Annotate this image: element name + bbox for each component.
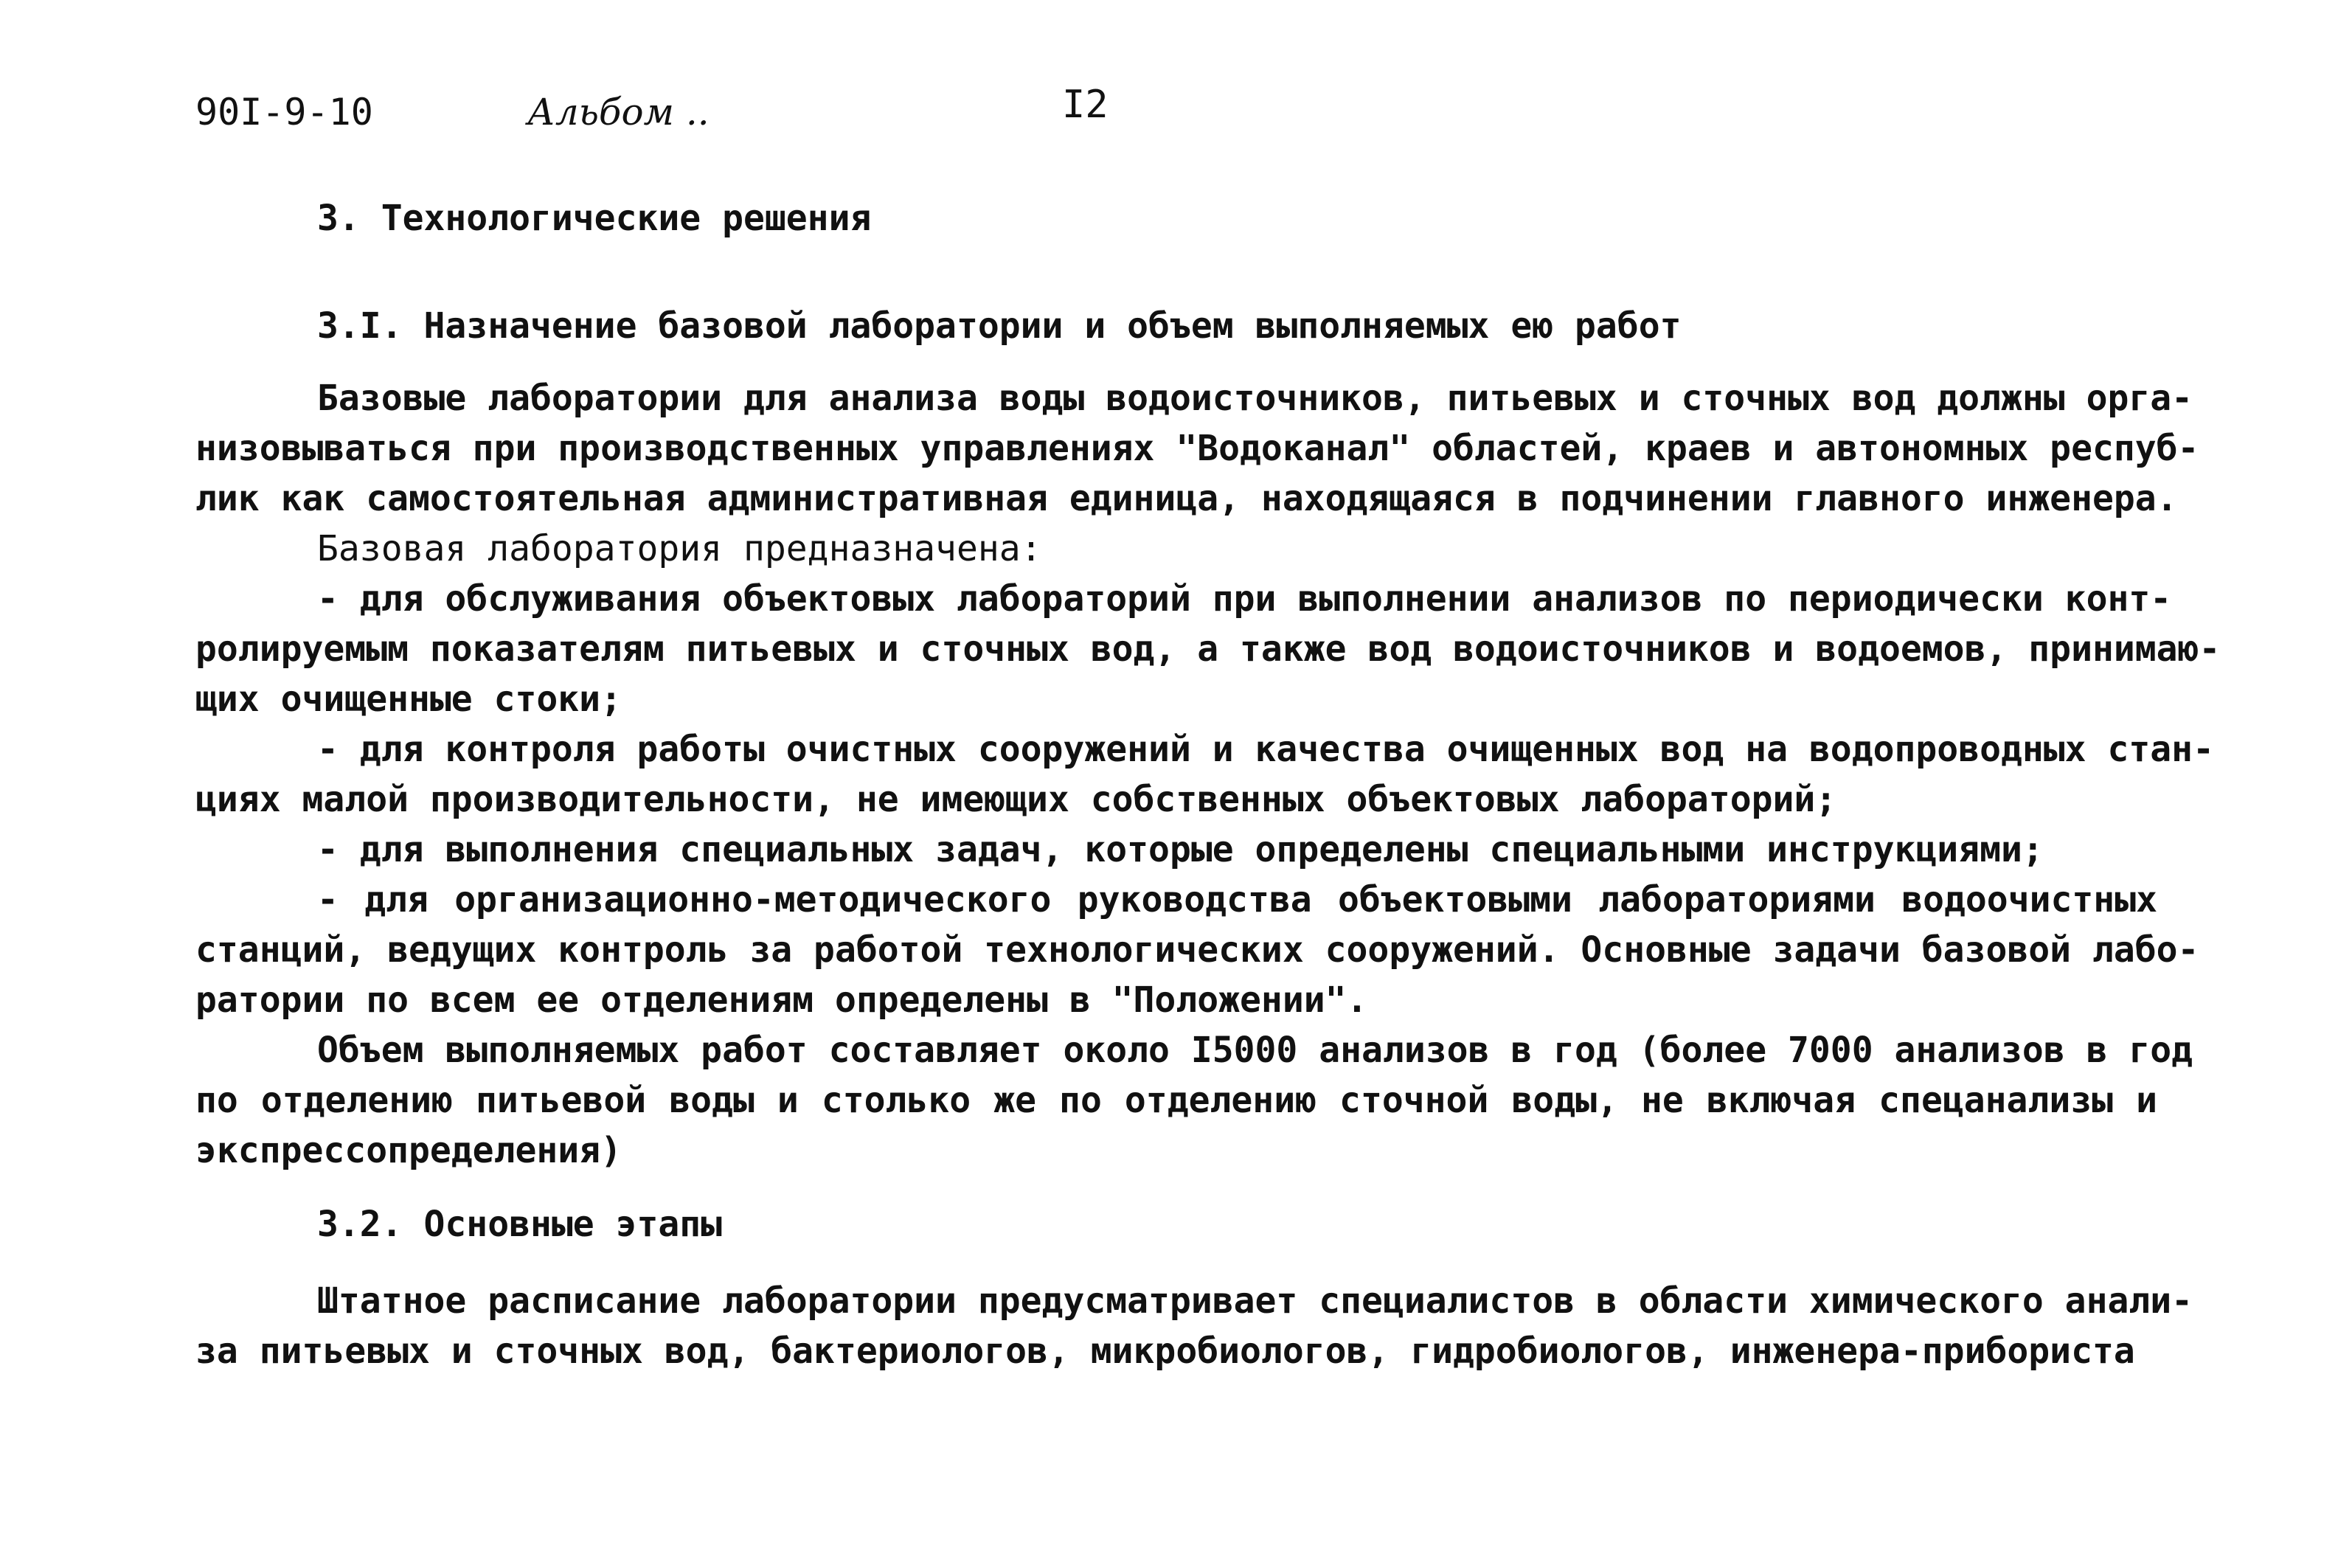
purpose-item-2: [195, 724, 2214, 825]
section-3-1-title: [317, 301, 2279, 351]
paragraph-line: - для контроля работы очистных сооружений и качества очищенных вод на водопроводных стан-: [317, 729, 2214, 770]
paragraph-line: щих очищенные стоки;: [195, 679, 622, 720]
paragraph-line: - для организационно-методического руководства объектовыми лабораториями водоочистных: [317, 879, 2157, 920]
purpose-intro-text: Базовая лаборатория предназначена:: [317, 528, 1042, 569]
section-3-title-text: 3. Технологические решения: [317, 198, 872, 239]
purpose-intro: [195, 524, 2157, 574]
album-label: Альбом ..: [527, 91, 710, 133]
purpose-item-3: [195, 825, 2157, 875]
paragraph-line: станций, ведущих контроль за работой технологических сооружений. Основные задачи базовой лабо-: [195, 929, 2199, 971]
paragraph-line: по отделению питьевой воды и столько же по отделению сточной воды, не включая спецанализы и: [195, 1080, 2157, 1121]
paragraph-line: Штатное расписание лаборатории предусматривает специалистов в области химического анали-: [317, 1280, 2193, 1322]
section-3-title: [317, 193, 2279, 243]
paragraph-base-labs: [195, 373, 2199, 524]
document-code: 90I-9-10: [195, 91, 373, 133]
paragraph-line: циях малой производительности, не имеющих собственных объектовых лабораторий;: [195, 779, 1837, 820]
paragraph-work-volume: [195, 1025, 2193, 1176]
paragraph-line: - для обслуживания объектовых лабораторий при выполнении анализов по периодически конт-: [317, 578, 2172, 620]
section-3-2-title: [317, 1199, 2279, 1249]
page-number: I2: [1062, 83, 1109, 127]
paragraph-line: ролируемым показателям питьевых и сточных вод, а также вод водоисточников и водоемов, принимаю-: [195, 628, 2221, 670]
paragraph-line: Объем выполняемых работ составляет около I5000 анализов в год (более 7000 анализов в год: [317, 1030, 2193, 1071]
paragraph-staff: [195, 1276, 2193, 1376]
purpose-item-4: [195, 875, 2199, 1025]
paragraph-line: ратории по всем ее отделениям определены в "Положении".: [195, 979, 1368, 1021]
section-3-1-title-text: 3.I. Назначение базовой лаборатории и объем выполняемых ею работ: [317, 305, 1682, 347]
section-3-2-title-text: 3.2. Основные этапы: [317, 1204, 723, 1245]
paragraph-line: экспрессопределения): [195, 1130, 622, 1171]
paragraph-line: Базовые лаборатории для анализа воды водоисточников, питьевых и сточных вод должны орга-: [317, 378, 2193, 419]
paragraph-line: - для выполнения специальных задач, которые определены специальными инструкциями;: [317, 829, 2044, 870]
purpose-item-1: [195, 574, 2221, 724]
paragraph-line: лик как самостоятельная административная единица, находящаяся в подчинении главного инженера.: [195, 478, 2178, 519]
paragraph-line: за питьевых и сточных вод, бактериологов, микробиологов, гидробиологов, инженера-прибориста: [195, 1331, 2135, 1372]
paragraph-line: низовываться при производственных управлениях "Водоканал" областей, краев и автономных респуб-: [195, 428, 2199, 469]
